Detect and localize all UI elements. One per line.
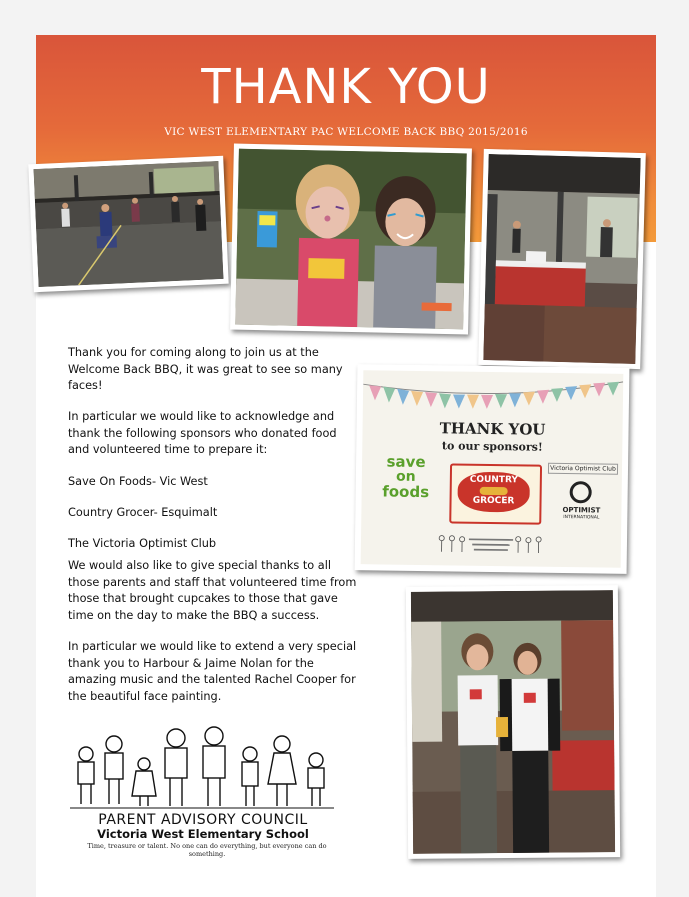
mini-pac-logo-icon: [361, 530, 621, 568]
logo-word: foods: [382, 482, 430, 502]
sign-heading: THANK YOU: [439, 419, 546, 439]
optimist-label: Victoria Optimist Club: [548, 463, 618, 475]
pac-title: PARENT ADVISORY COUNCIL: [98, 812, 308, 828]
optimist-name: OPTIMIST: [562, 505, 601, 515]
logo-word: COUNTRY: [469, 474, 519, 486]
children-drawing-icon: [70, 726, 340, 812]
sign-subheading: to our sponsors!: [441, 439, 543, 454]
photo-covered-area-tables: [478, 149, 646, 369]
save-on-foods-logo: [376, 454, 437, 500]
optimist-club-logo: [547, 463, 616, 530]
page-subtitle: VIC WEST ELEMENTARY PAC WELCOME BACK BBQ 2015/2016: [164, 126, 528, 138]
photo-face-painted-girls: [230, 144, 472, 335]
photo-sponsor-sign: [355, 364, 630, 574]
pac-school: Victoria West Elementary School: [97, 827, 309, 841]
logo-word: GROCER: [472, 495, 515, 507]
photo-dancing-kids: [28, 156, 228, 292]
music-thanks-paragraph: In particular we would like to extend a very special thank you to Harbour & Jaime Nolan for the amazing music and the talented Rachel Cooper for the beautiful face painting.: [68, 640, 357, 703]
sponsor-item: Save On Foods- Vic West: [68, 475, 208, 488]
optimist-emblem-icon: [570, 481, 592, 503]
optimist-sub: INTERNATIONAL: [563, 515, 600, 521]
logo-word: save: [386, 452, 426, 472]
logo-word: on: [395, 468, 416, 485]
photo-volunteers: [406, 585, 620, 859]
acknowledge-paragraph: In particular we would like to acknowledge and thank the following sponsors who donated food and volunteered time to prepare it:: [68, 410, 337, 456]
pac-motto: Time, treasure or talent. No one can do everything, but everyone can do something.: [87, 842, 327, 858]
sponsor-item: The Victoria Optimist Club: [68, 537, 217, 550]
intro-paragraph: Thank you for coming along to join us at the Welcome Back BBQ, it was great to see so many faces!: [68, 346, 343, 392]
page-title: THANK YOU: [201, 59, 491, 115]
sponsor-item: Country Grocer- Esquimalt: [68, 506, 218, 519]
country-grocer-logo: [449, 463, 542, 524]
special-thanks-paragraph: We would also like to give special thanks to all those parents and staff that volunteered time from those that brought cupcakes to those that gave time on the day to make the BBQ a success.: [68, 559, 357, 622]
pac-logo: [70, 726, 340, 858]
